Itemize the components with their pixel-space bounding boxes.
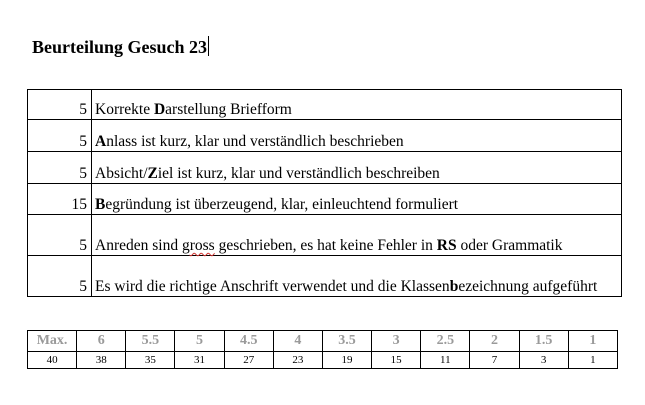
document-title-text: Beurteilung Gesuch 23 <box>32 37 208 57</box>
criteria-row <box>28 152 622 184</box>
grade-cell: 2.5 <box>421 331 470 352</box>
criteria-points: 5 <box>28 256 92 297</box>
points-cell: 11 <box>421 352 470 369</box>
criteria-points: 5 <box>28 152 92 184</box>
points-row <box>28 352 618 369</box>
criteria-text: Es wird die richtige Anschrift verwendet und die Klassenbezeichnung aufgeführt <box>92 256 622 297</box>
grade-row <box>28 331 618 352</box>
criteria-table <box>27 89 622 297</box>
grade-cell: 1.5 <box>519 331 568 352</box>
criteria-row <box>28 184 622 215</box>
criteria-text: Anreden sind gross geschrieben, es hat keine Fehler in RS oder Grammatik <box>92 215 622 256</box>
grade-cell: 3.5 <box>322 331 371 352</box>
criteria-points: 15 <box>28 184 92 215</box>
grade-cell: 2 <box>470 331 519 352</box>
grade-cell: 4 <box>273 331 322 352</box>
grade-cell: 5.5 <box>126 331 175 352</box>
criteria-row <box>28 256 622 297</box>
grade-cell: 5 <box>175 331 224 352</box>
criteria-points: 5 <box>28 215 92 256</box>
criteria-points: 5 <box>28 90 92 120</box>
grade-cell: 4.5 <box>224 331 273 352</box>
grade-cell: Max. <box>28 331 77 352</box>
points-cell: 15 <box>372 352 421 369</box>
grade-cell: 1 <box>568 331 617 352</box>
criteria-row <box>28 215 622 256</box>
grade-cell: 3 <box>372 331 421 352</box>
spellcheck-underline[interactable]: gross <box>181 237 215 254</box>
points-cell: 31 <box>175 352 224 369</box>
document-title <box>32 36 209 58</box>
grade-cell: 6 <box>77 331 126 352</box>
points-cell: 7 <box>470 352 519 369</box>
criteria-text: Korrekte Darstellung Briefform <box>92 90 622 120</box>
points-cell: 40 <box>28 352 77 369</box>
grade-scale-table <box>27 330 618 369</box>
points-cell: 3 <box>519 352 568 369</box>
criteria-text: Anlass ist kurz, klar und verständlich beschrieben <box>92 120 622 152</box>
criteria-points: 5 <box>28 120 92 152</box>
criteria-text: Begründung ist überzeugend, klar, einleuchtend formuliert <box>92 184 622 215</box>
points-cell: 38 <box>77 352 126 369</box>
points-cell: 19 <box>322 352 371 369</box>
points-cell: 27 <box>224 352 273 369</box>
text-cursor <box>208 36 209 56</box>
points-cell: 23 <box>273 352 322 369</box>
points-cell: 1 <box>568 352 617 369</box>
criteria-row <box>28 120 622 152</box>
criteria-row <box>28 90 622 120</box>
criteria-text: Absicht/Ziel ist kurz, klar und verständlich beschreiben <box>92 152 622 184</box>
points-cell: 35 <box>126 352 175 369</box>
